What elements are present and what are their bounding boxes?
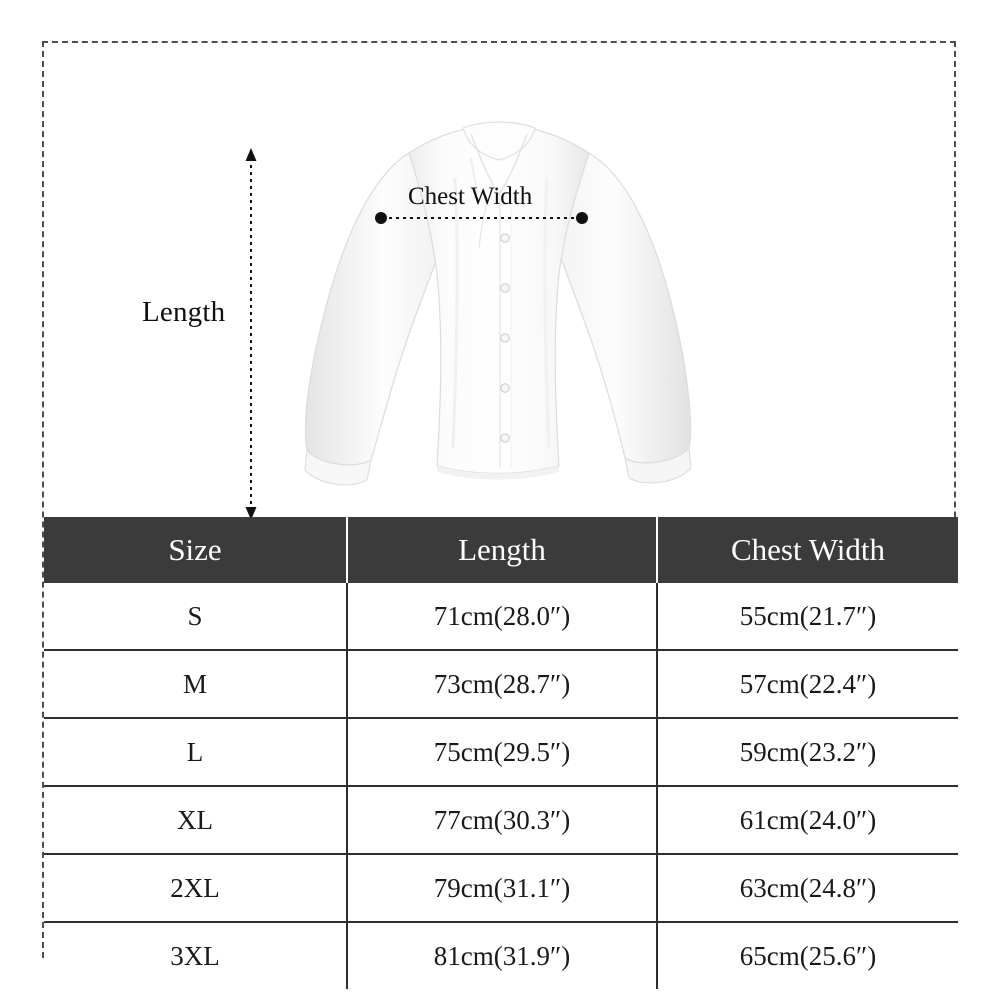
size-table <box>44 517 958 989</box>
table-row <box>44 650 958 718</box>
cell-length: 79cm(31.1″) <box>347 854 657 922</box>
table-row <box>44 583 958 650</box>
cell-length: 71cm(28.0″) <box>347 583 657 650</box>
column-header-length: Length <box>347 517 657 583</box>
shirt-image <box>259 98 739 498</box>
cell-length: 75cm(29.5″) <box>347 718 657 786</box>
cell-chest: 59cm(23.2″) <box>657 718 958 786</box>
cell-chest: 61cm(24.0″) <box>657 786 958 854</box>
cell-chest: 65cm(25.6″) <box>657 922 958 989</box>
cell-size: L <box>44 718 347 786</box>
cell-size: S <box>44 583 347 650</box>
table-row <box>44 854 958 922</box>
chest-width-label: Chest Width <box>408 183 533 210</box>
cell-chest: 55cm(21.7″) <box>657 583 958 650</box>
table-header-row <box>44 517 958 583</box>
cell-size: 2XL <box>44 854 347 922</box>
column-header-size: Size <box>44 517 347 583</box>
cell-size: 3XL <box>44 922 347 989</box>
cell-length: 73cm(28.7″) <box>347 650 657 718</box>
cell-length: 77cm(30.3″) <box>347 786 657 854</box>
length-dimension-arrow <box>244 148 258 520</box>
chest-width-dimension-arrow <box>374 211 589 225</box>
column-header-chest: Chest Width <box>657 517 958 583</box>
cell-size: XL <box>44 786 347 854</box>
table-row <box>44 786 958 854</box>
table-row <box>44 718 958 786</box>
garment-illustration <box>44 43 954 517</box>
cell-chest: 63cm(24.8″) <box>657 854 958 922</box>
length-label: Length <box>142 296 226 328</box>
cell-length: 81cm(31.9″) <box>347 922 657 989</box>
cell-chest: 57cm(22.4″) <box>657 650 958 718</box>
cell-size: M <box>44 650 347 718</box>
table-row <box>44 922 958 989</box>
